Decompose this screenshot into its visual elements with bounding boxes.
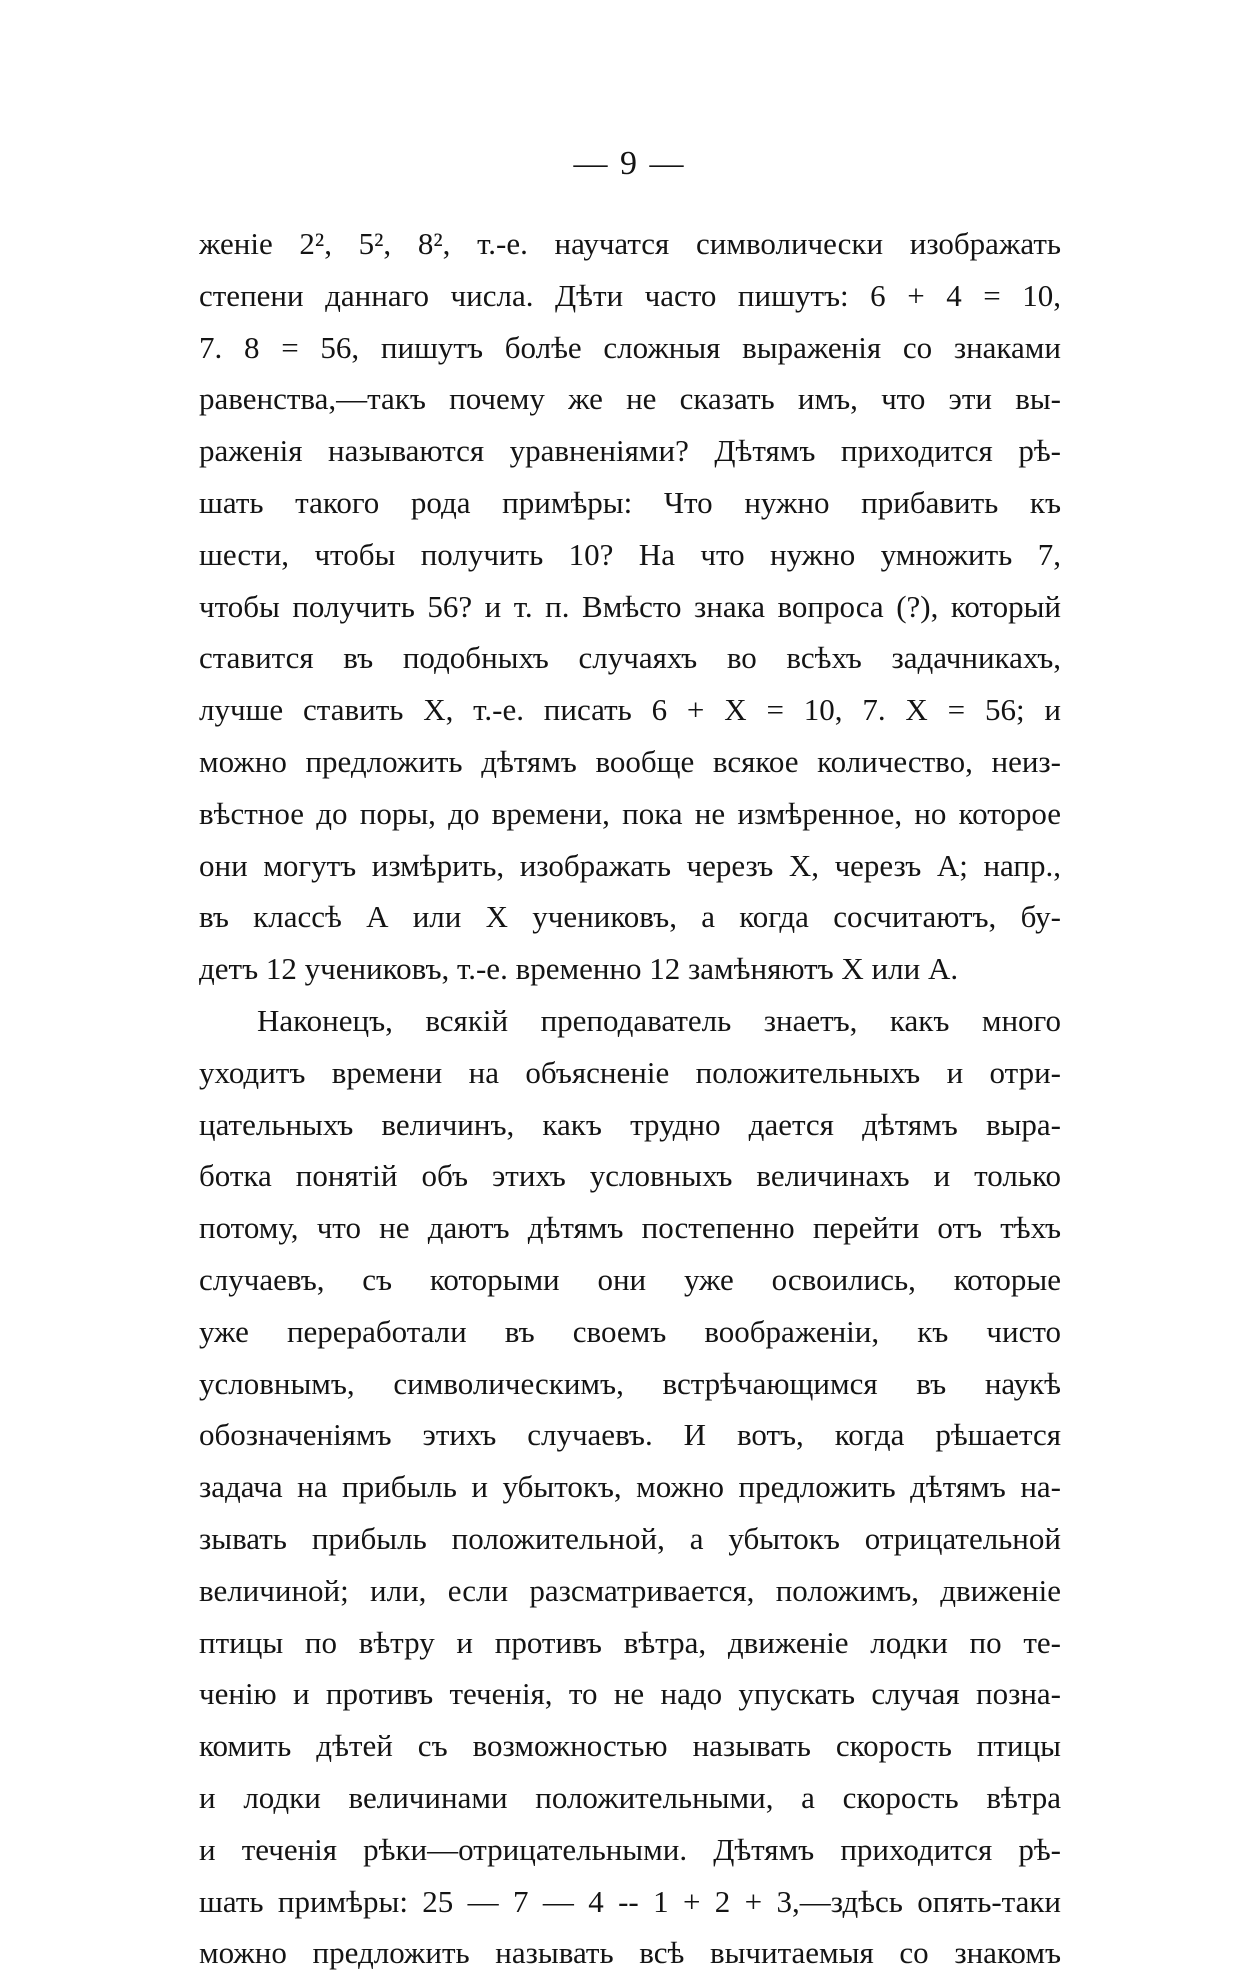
text-line: женіе 2², 5², 8², т.-е. научатся символически изображать [199,226,1061,261]
text-line: степени даннаго числа. Дѣти часто пишутъ: 6 + 4 = 10, [199,277,1061,313]
text-line: они могутъ измѣрить, изображать черезъ X, черезъ А; напр., [199,847,1061,883]
text-line: комить дѣтей съ возможностью называть скорость птицы [199,1728,1061,1764]
text-line: ставится въ подобныхъ случаяхъ во всѣхъ задачникахъ, [199,640,1061,676]
text-line: можно предложить называть всѣ вычитаемыя со знакомъ [199,1935,1061,1971]
text-line: ботка понятій объ этихъ условныхъ величинахъ и только [199,1158,1061,1194]
text-line: птицы по вѣтру и противъ вѣтра, движеніе лодки по те- [199,1624,1061,1660]
text-line: и лодки величинами положительными, а скорость вѣтра [199,1779,1061,1815]
text-line: равенства,—такъ почему же не сказать имъ, что эти вы- [199,381,1061,417]
text-line: вѣстное до поры, до времени, пока не измѣренное, но которое [199,795,1061,831]
text-line: 7. 8 = 56, пишутъ болѣе сложныя выраженія со знаками [199,329,1061,365]
text-line: случаевъ, съ которыми они уже освоились, которые [199,1261,1061,1297]
text-line: условнымъ, символическимъ, встрѣчающимся въ наукѣ [199,1365,1061,1401]
text-line: уходитъ времени на объясненіе положительныхъ и отри- [199,1054,1061,1090]
text-line: можно предложить дѣтямъ вообще всякое количество, неиз- [199,743,1061,779]
text-line: и теченія рѣки—отрицательными. Дѣтямъ приходится рѣ- [199,1831,1061,1867]
text-line: задача на прибыль и убытокъ, можно предложить дѣтямъ на- [199,1469,1061,1505]
text-line: раженія называются уравненіями? Дѣтямъ приходится рѣ- [199,433,1061,469]
text-line: цательныхъ величинъ, какъ трудно дается дѣтямъ выра- [199,1106,1061,1142]
text-line: обозначеніямъ этихъ случаевъ. И вотъ, когда рѣшается [199,1417,1061,1453]
text-line: въ классѣ А или X учениковъ, а когда сосчитаютъ, бу- [199,899,1061,935]
text-line: детъ 12 учениковъ, т.-е. временно 12 замѣняютъ X или А. [199,951,959,987]
page-number: — 9 — [573,145,686,182]
text-line: ченію и противъ теченія, то не надо упускать случая позна- [199,1676,1061,1712]
text-line: зывать прибыль положительной, а убытокъ отрицательной [199,1520,1061,1556]
text-line: уже переработали въ своемъ воображеніи, къ чисто [199,1313,1061,1349]
text-line: величиной; или, если разсматривается, положимъ, движеніе [199,1572,1061,1608]
text-line: потому, что не даютъ дѣтямъ постепенно перейти отъ тѣхъ [199,1210,1061,1246]
body-text [199,218,1061,1979]
text-line: лучше ставить X, т.-е. писать 6 + X = 10, 7. X = 56; и [199,692,1061,728]
text-line: шести, чтобы получить 10? На что нужно умножить 7, [199,536,1061,572]
text-line: шать примѣры: 25 — 7 — 4 -- 1 + 2 + 3,—здѣсь опять-таки [199,1883,1061,1919]
paragraph-first-line: Наконецъ, всякій преподаватель знаетъ, какъ много [257,1002,1061,1038]
text-line: чтобы получить 56? и т. п. Вмѣсто знака вопроса (?), который [199,588,1061,624]
text-line: шать такого рода примѣры: Что нужно прибавить къ [199,484,1061,520]
